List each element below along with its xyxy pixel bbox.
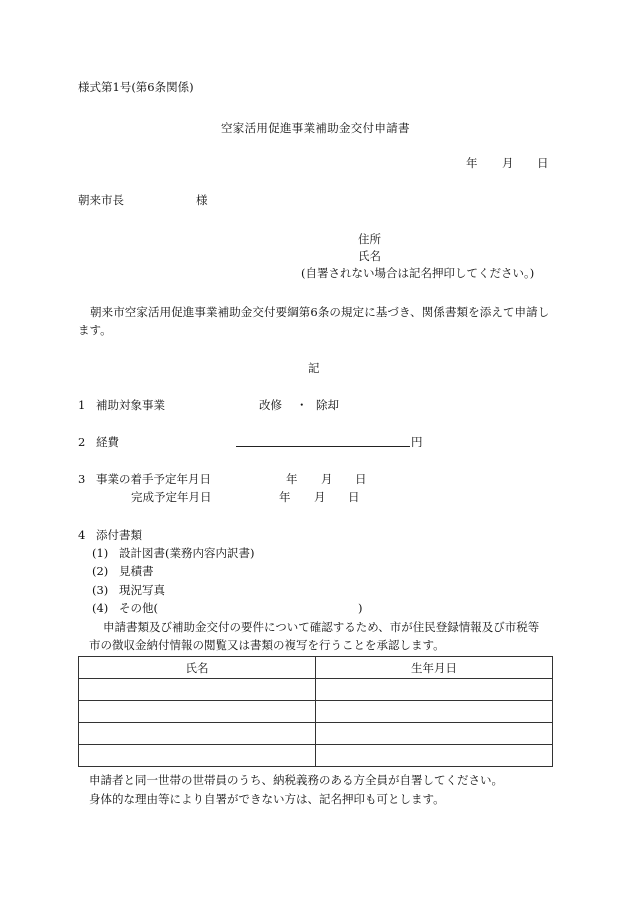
item3-start-label: 事業の着手予定年月日 — [96, 472, 211, 486]
item3-end-year: 年 — [279, 490, 291, 504]
cost-underline — [236, 446, 410, 447]
consent-text-line-2: 市の徴収金納付情報の閲覧又は書類の複写を行うことを承認します。 — [89, 638, 445, 652]
doc3-text: 現況写真 — [119, 583, 165, 597]
addressee-name: 朝来市長 — [78, 193, 124, 207]
doc1-text: 設計図書(業務内容内訳書) — [119, 546, 255, 560]
birthdate-cell[interactable] — [316, 745, 553, 767]
birthdate-cell[interactable] — [316, 723, 553, 745]
item2-label: 経費 — [96, 435, 119, 449]
table-row — [79, 723, 553, 745]
consent-text-line-1: 申請書類及び補助金交付の要件について確認するため、市が住民登録情報及び市税等 — [103, 620, 540, 634]
table-row — [79, 701, 553, 723]
item3-start-day: 日 — [355, 472, 367, 486]
doc2-text: 見積書 — [119, 564, 154, 578]
item3-end-month: 月 — [314, 490, 326, 504]
form-number: 様式第1号(第6条関係) — [78, 80, 194, 94]
footer-note-line-2: 身体的な理由等により自署ができない方は、記名押印も可とします。 — [89, 792, 445, 806]
name-cell[interactable] — [79, 701, 316, 723]
item3-number: 3 — [78, 472, 86, 486]
date-year: 年 — [466, 156, 478, 170]
item2-unit: 円 — [411, 435, 423, 449]
item1-option-renovation: 改修 — [259, 398, 282, 412]
item3-end-day: 日 — [348, 490, 360, 504]
doc1-number: (1) — [92, 546, 109, 560]
table-row — [79, 745, 553, 767]
doc2-number: (2) — [92, 564, 109, 578]
item1-option-demolition: 除却 — [316, 398, 339, 412]
item1-number: 1 — [78, 398, 86, 412]
doc4-number: (4) — [92, 601, 109, 615]
body-text-line-1: 朝来市空家活用促進事業補助金交付要綱第6条の規定に基づき、関係書類を添えて申請し — [90, 305, 550, 319]
household-consent-table — [78, 656, 553, 767]
date-day: 日 — [537, 156, 549, 170]
item3-start-year: 年 — [286, 472, 298, 486]
birthdate-cell[interactable] — [316, 679, 553, 701]
item1-label: 補助対象事業 — [96, 398, 165, 412]
footer-note-line-1: 申請者と同一世帯の世帯員のうち、納税義務のある方全員が自署してください。 — [89, 773, 503, 787]
table-row — [79, 679, 553, 701]
date-month: 月 — [502, 156, 514, 170]
item1-separator: ・ — [296, 398, 308, 412]
table-header-row — [79, 657, 553, 679]
item4-number: 4 — [78, 528, 86, 542]
address-label: 住所 — [358, 232, 381, 246]
column-header-name: 氏名 — [79, 657, 316, 679]
form-title: 空家活用促進事業補助金交付申請書 — [221, 121, 410, 135]
addressee-honorific: 様 — [196, 193, 208, 207]
item3-end-label: 完成予定年月日 — [131, 490, 212, 504]
item3-start-month: 月 — [321, 472, 333, 486]
name-label: 氏名 — [358, 249, 381, 263]
name-cell[interactable] — [79, 723, 316, 745]
body-text-line-2: ます。 — [78, 323, 112, 337]
item4-label: 添付書類 — [96, 528, 142, 542]
birthdate-cell[interactable] — [316, 701, 553, 723]
name-cell[interactable] — [79, 679, 316, 701]
ki-heading: 記 — [308, 361, 320, 375]
seal-note: (自署されない場合は記名押印してください。) — [301, 266, 535, 280]
doc3-number: (3) — [92, 583, 109, 597]
item2-number: 2 — [78, 435, 86, 449]
doc4-close-paren: ) — [358, 601, 363, 615]
doc4-text: その他( — [119, 601, 158, 615]
name-cell[interactable] — [79, 745, 316, 767]
column-header-birthdate: 生年月日 — [316, 657, 553, 679]
